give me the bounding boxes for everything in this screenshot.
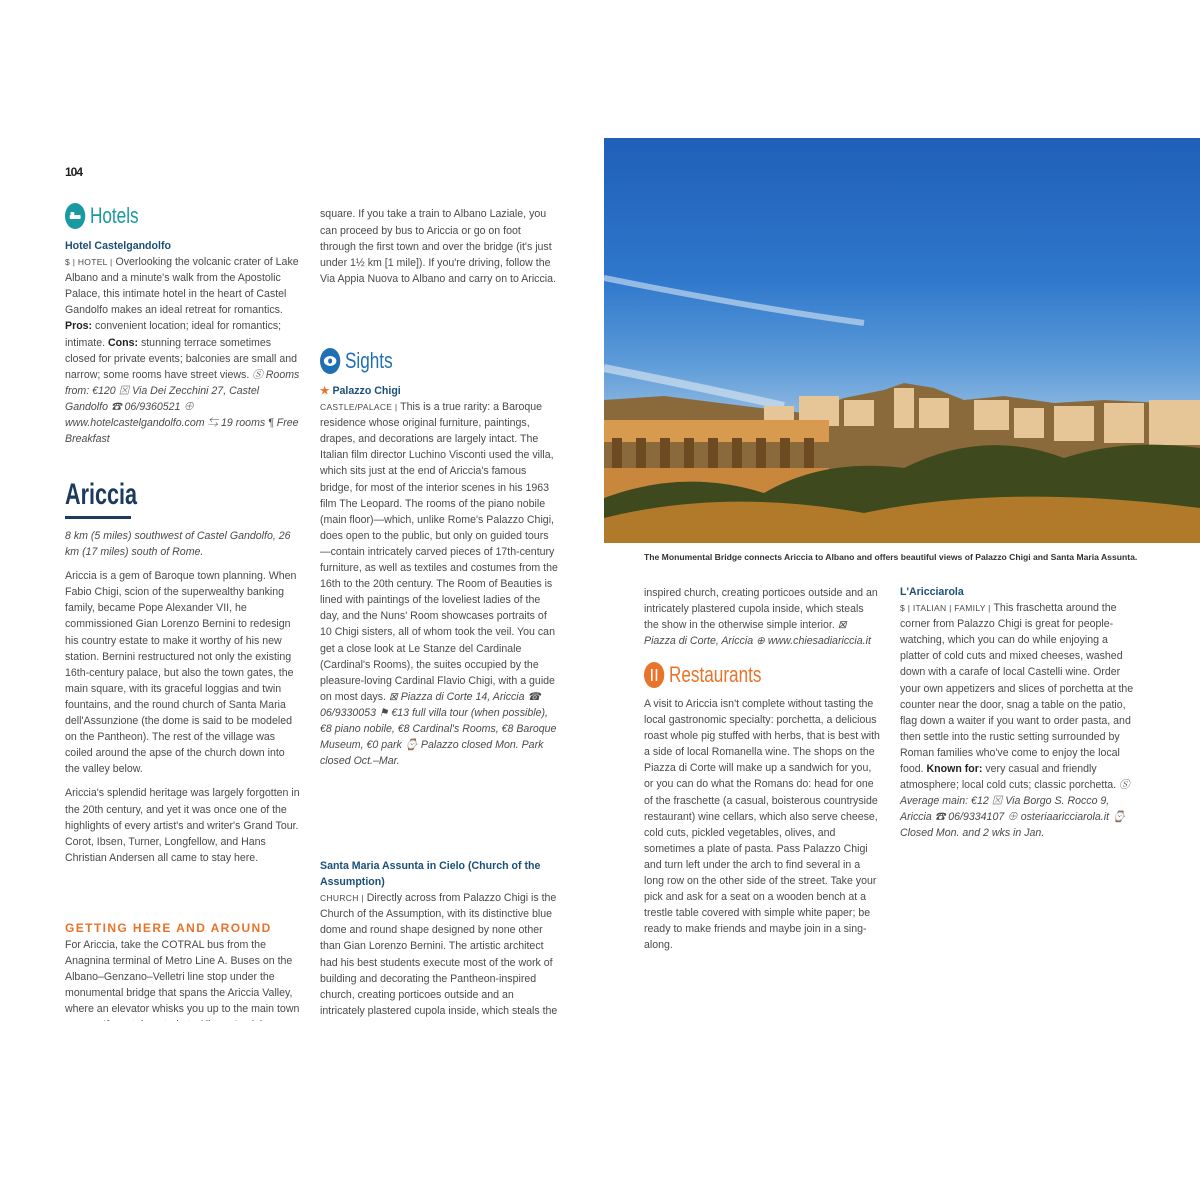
hotel-name: Hotel Castelgandolfo [65,240,171,252]
star-icon: ★ [320,385,330,397]
getting-here-heading: GETTING HERE AND AROUND [65,921,272,935]
getting-here-text-part2: square. If you take a train to Albano Laziale, you can proceed by bus to Ariccia or go on foot through the first town and over the bridge (it's just under 1½ km [1 mile]). If you're driving, follow the Via Appia Nuova to Albano and carry on to Ariccia. [320,208,556,285]
hotel-entry: Hotel Castelgandolfo $ | HOTEL | Overlooking the volcanic crater of Lake Albano and a minute's walk from the Apostolic Palace, this intimate hotel in the heart of Castel Gandolfo makes an ideal retreat for romantics. Pros: convenient location; ideal for romantics; intimate. Cons: stunning terrace sometimes closed for private events; balconies are small and narrow; some rooms have street views. Ⓢ Rooms from: €120 ⊠ Via Dei Zecchini 27, Castel Gandolfo ☎ 06/9360521 ⊕ www.hotelcastelgandolfo.com ⇆ 19 rooms ¶ Free Breakfast [65,240,300,446]
ariccia-distance: 8 km (5 miles) southwest of Castel Gandolfo, 26 km (17 miles) south of Rome. [65,530,291,559]
hotel-meta: $ | HOTEL | [65,257,113,268]
santa-maria-entry: Santa Maria Assunta in Cielo (Church of the Assumption) CHURCH | Directly across from Palazzo Chigi is the Church of the Assumption, with its distinctive blue dome and round shape designed by none other than Gian Lorenzo Bernini. The artistic architect had his best students execute most of the work of building and decorating the Pantheon-inspired church, creating porticoes outside and an intricately plastered cupola inside, which steals the [320,860,558,1017]
bed-icon [65,203,85,229]
ariccia-para-1: Ariccia is a gem of Baroque town planning. When Fabio Chigi, scion of the superwealthy banking family, became Pope Alexander VII, he commissioned Gian Lorenzo Bernini to redesign his country estate to make it worthy of his new station. Bernini restructured not only the existing 16th-century palace, but also the town gates, the main square, with its graceful loggias and twin fountains, and the round church of Santa Maria dell'Assunzione (the dome is said to be modeled on the Pantheon). The rest of the village was coiled around the apse of the church down into the valley below. [65,570,297,776]
sights-heading: Sights [320,348,393,374]
page-number: 104 [65,165,83,179]
aricciarola-entry: L'Aricciarola $ | ITALIAN | FAMILY | This fraschetta around the corner from Palazzo Chigi is great for people-watching, which you can do while enjoying a platter of cold cuts and mixed cheeses, washed down with a carafe of local Castelli wine. Order your own appetizers and slices of porchetta at the counter near the door, snag a table on the patio, flag down a waiter if you want to order pasta, and then settle into the rustic setting surrounded by Roman families who've come to enjoy the local food. Known for: very casual and friendly atmosphere; local cold cuts; classic porchetta. Ⓢ Average main: €12 ⊠ Via Borgo S. Rocco 9, Ariccia ☎ 06/9334107 ⊕ osteriaaricciarola.it ⌚ Closed Mon. and 2 wks in Jan. [900,584,1138,842]
aricciarola-details: Ⓢ Average main: €12 ⊠ Via Borgo S. Rocco 9, Ariccia ☎ 06/9334107 ⊕ osteriaaricciarola.it ⌚ Closed Mon. and 2 wks in Jan. [900,779,1130,840]
ariccia-para-2: Ariccia's splendid heritage was largely forgotten in the 20th century, and yet it was once one of the highlights of every artist's and writer's Grand Tour. Corot, Ibsen, Turner, Longfellow, and Hans Christian Andersen all came to stay here. [65,787,300,864]
heading-underline [65,516,131,519]
ariccia-heading: Ariccia [65,478,138,511]
santa-maria-details: ⊠ Piazza di Corte, Ariccia ⊕ www.chiesadiariccia.it [644,618,871,648]
santa-maria-name: Santa Maria Assunta in Cielo (Church of the Assumption) [320,860,541,889]
eye-icon [320,348,340,374]
santa-maria-continued: inspired church, creating porticoes outside and an intricately plastered cupola inside, which steals the show in the otherwise simple interior. ⊠ Piazza di Corte, Ariccia ⊕ www.chiesadiariccia.it [644,586,878,648]
palazzo-chigi-entry: ★ Palazzo Chigi CASTLE/PALACE | This is a true rarity: a Baroque residence whose original furniture, paintings, drapes, and decorations are largely intact. The Italian film director Luchino Visconti used the villa, which sits just at the end of Ariccia's famous bridge, for most of the interior scenes in his 1963 film The Leopard. The rooms of the piano nobile (main floor)—which, unlike Rome's Palazzo Chigi, does open to the public, but only on guided tours—contain intricately carved pieces of 17th-century furniture, as well as textiles and costumes from the 16th to the 20th century. The Room of Beauties is lined with paintings of the loveliest ladies of the day, and the Nuns' Room showcases portraits of 10 Chigi sisters, all of whom took the veil. You can get a close look at Le Stanze del Cardinale (Cardinal's Rooms), the suites occupied by the pleasure-loving Cardinal Flavio Chigi, with a guide on most days. ⊠ Piazza di Corte 14, Ariccia ☎ 06/9330053 ⚑ €13 full villa tour (when possible), €8 piano nobile, €8 Cardinal's Rooms, €8 Baroque Museum, €0 park ⌚ Palazzo closed Mon. Park closed Oct.–Mar. [320,385,558,768]
getting-here-text-part1: For Ariccia, take the COTRAL bus from the Anagnina terminal of Metro Line A. Buses on the Albano–Genzano–Velletri line stop under the monumental bridge that spans the Ariccia Valley, where an elevator whisks you up to the main town [65,939,300,1016]
photo-illustration [604,138,1200,543]
restaurants-intro: A visit to Ariccia isn't complete without tasting the local gastronomic specialty: porchetta, a delicious roast whole pig stuffed with herbs, that is best with a side of local Romanella wine. The shops on the Piazza di Corte will make up a sandwich for you, or you can do what the Romans do: head for one of the fraschette (a casual, boisterous countryside restaurant) wine cellars, which also serve cheese, cold cuts, pickled vegetables, olives, and sometimes a plate of pasta. Pass Palazzo Chigi and turn left under the arch to find several in a long row on the other side of the street. Take your pick and ask for a seat on a wooden bench at a trestle table covered with simple white paper; be ready to make friends and maybe join in a sing-along. [644,698,880,952]
palazzo-details: ⊠ Piazza di Corte 14, Ariccia ☎ 06/9330053 ⚑ €13 full villa tour (when possible), €8 piano nobile, €8 Cardinal's Rooms, €8 Baroque Museum, €0 park ⌚ Palazzo closed Mon. Park closed Oct.–Mar. [320,690,557,768]
aricciarola-name: L'Aricciarola [900,586,964,598]
ariccia-intro [65,528,301,874]
hotels-heading: Hotels [65,203,139,229]
fork-knife-icon [644,662,664,688]
hotel-details: Ⓢ Rooms from: €120 ⊠ Via Dei Zecchini 27, Castel Gandolfo ☎ 06/9360521 ⊕ www.hotelcastelgandolfo.com ⇆ 19 rooms ¶ Free Breakfast [65,368,300,446]
photo-caption: The Monumental Bridge connects Ariccia to Albano and offers beautiful views of Palazzo Chigi and Santa Maria Assunta. [644,552,1138,562]
restaurants-heading: Restaurants [644,662,761,688]
ariccia-photo [604,138,1200,543]
palazzo-chigi-name: Palazzo Chigi [332,385,401,397]
